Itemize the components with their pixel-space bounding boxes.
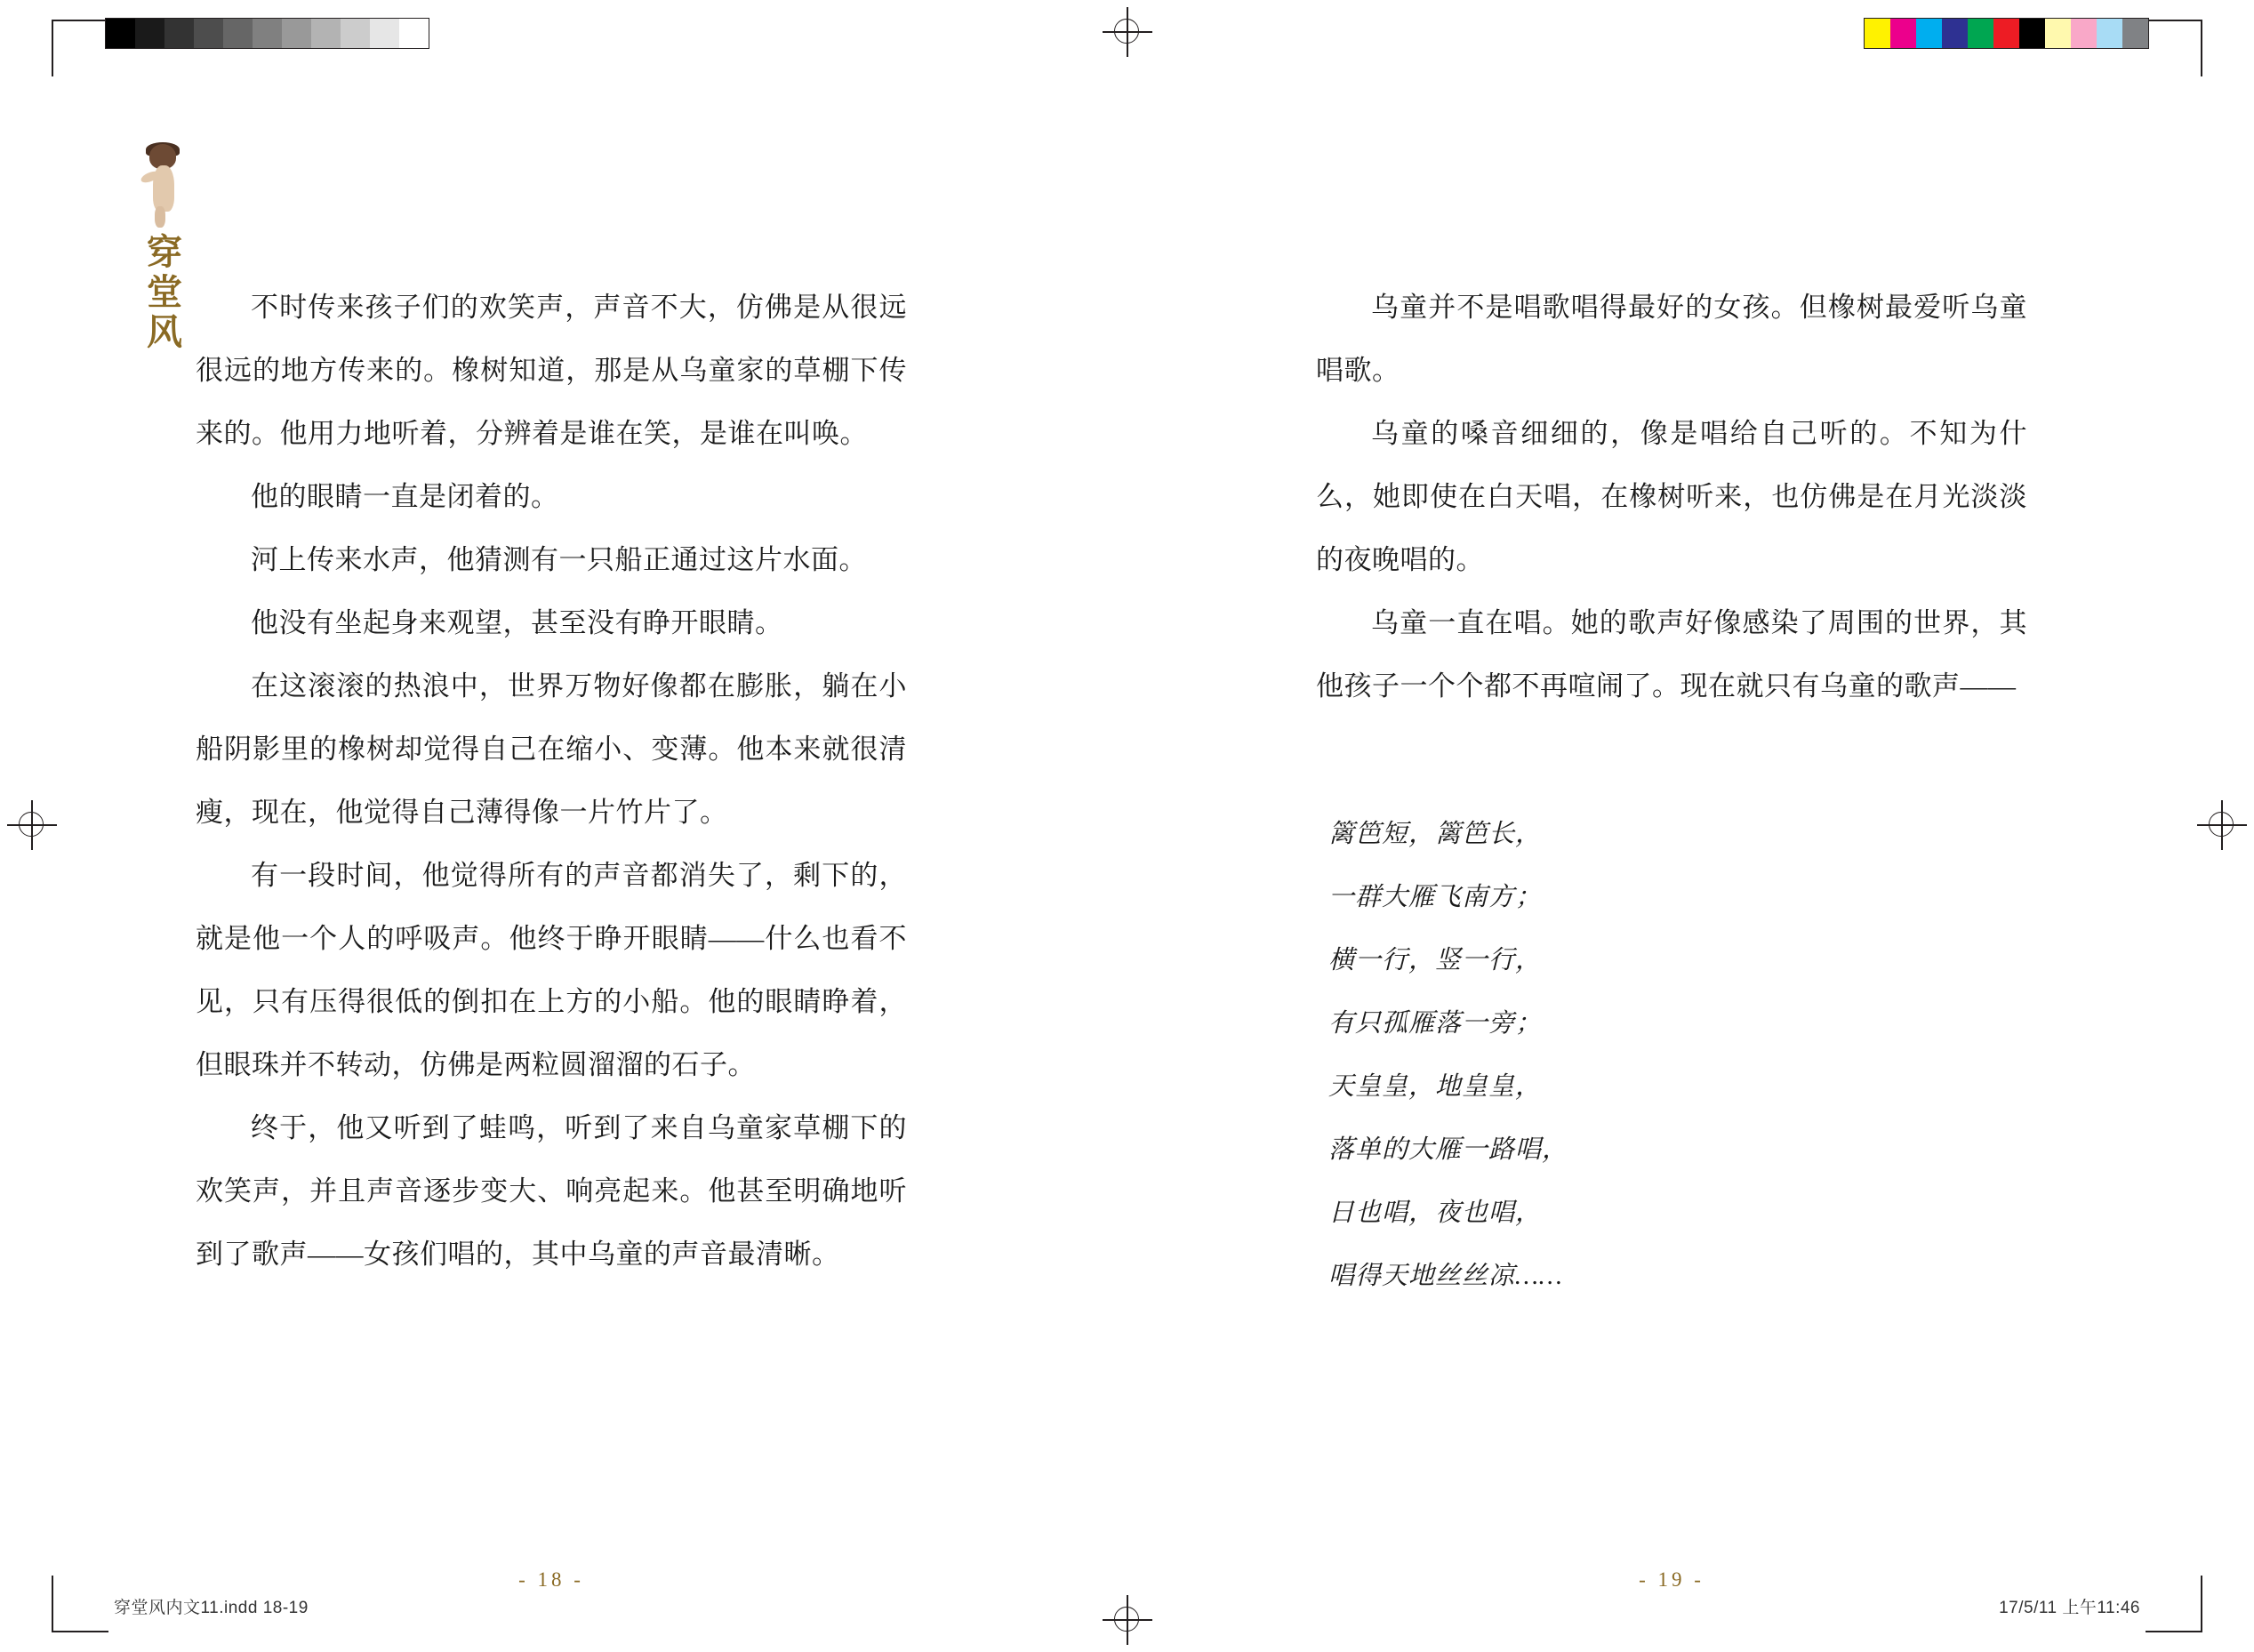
- paragraph: 乌童一直在唱。她的歌声好像感染了周围的世界，其他孩子一个个都不再喧闹了。现在就只有乌童的歌声——: [1316, 607, 2027, 702]
- poem-line: 横一行，竖一行，: [1328, 946, 1543, 974]
- page-number-left: - 18 -: [518, 1568, 584, 1591]
- body-text-right: [1316, 276, 2027, 1308]
- child-figure-icon: [132, 142, 197, 228]
- chapter-title-char-3: 风: [147, 311, 182, 352]
- chapter-title-char-1: 穿: [147, 232, 182, 272]
- page-right: [1316, 116, 2187, 1591]
- paragraph: 不时传来孩子们的欢笑声，声音不大，仿佛是从很远很远的地方传来的。橡树知道，那是从乌童家的草棚下传来的。他用力地听着，分辨着是谁在笑，是谁在叫唤。: [196, 292, 907, 449]
- paragraph: 他的眼睛一直是闭着的。: [251, 481, 559, 512]
- paragraph: 终于，他又听到了蛙鸣，听到了来自乌童家草棚下的欢笑声，并且声音逐步变大、响亮起来。他甚至明确地听到了歌声——女孩们唱的，其中乌童的声音最清晰。: [196, 1112, 907, 1270]
- poem-line: 唱得天地丝丝凉……: [1328, 1262, 1563, 1290]
- poem-line: 日也唱，夜也唱，: [1328, 1199, 1543, 1227]
- slug-timestamp: 17/5/11 上午11:46: [1999, 1599, 2140, 1617]
- chapter-title-char-2: 堂: [147, 271, 182, 312]
- paragraph: 他没有坐起身来观望，甚至没有睁开眼睛。: [251, 607, 783, 638]
- poem-line: 篱笆短，篱笆长，: [1328, 820, 1543, 848]
- paragraph: 河上传来水声，他猜测有一只船正通过这片水面。: [251, 544, 867, 575]
- slug-file-name: 穿堂风内文11.indd 18-19: [114, 1599, 309, 1617]
- paragraph: 乌童并不是唱歌唱得最好的女孩。但橡树最爱听乌童唱歌。: [1316, 292, 2027, 386]
- poem-block: [1316, 803, 2027, 1308]
- poem-line: 有只孤雁落一旁；: [1328, 1009, 1543, 1038]
- body-text-left: [196, 276, 907, 1286]
- poem-line: 天皇皇，地皇皇，: [1328, 1072, 1543, 1101]
- poem-line: 落单的大雁一路唱，: [1328, 1135, 1569, 1164]
- paragraph: 在这滚滚的热浪中，世界万物好像都在膨胀，躺在小船阴影里的橡树却觉得自己在缩小、变薄。他本来就很清瘦，现在，他觉得自己薄得像一片竹片了。: [196, 670, 907, 828]
- page-left: [147, 116, 1067, 1591]
- poem-line: 一群大雁飞南方；: [1328, 883, 1543, 911]
- paragraph: 乌童的嗓音细细的，像是唱给自己听的。不知为什么，她即使在白天唱，在橡树听来，也仿佛是在月光淡淡的夜晚唱的。: [1316, 418, 2027, 575]
- paragraph: 有一段时间，他觉得所有的声音都消失了，剩下的，就是他一个人的呼吸声。他终于睁开眼睛——什么也看不见，只有压得很低的倒扣在上方的小船。他的眼睛睁着，但眼珠并不转动，仿佛是两粒圆溜溜的石子。: [196, 860, 907, 1080]
- page-number-right: - 19 -: [1639, 1568, 1705, 1591]
